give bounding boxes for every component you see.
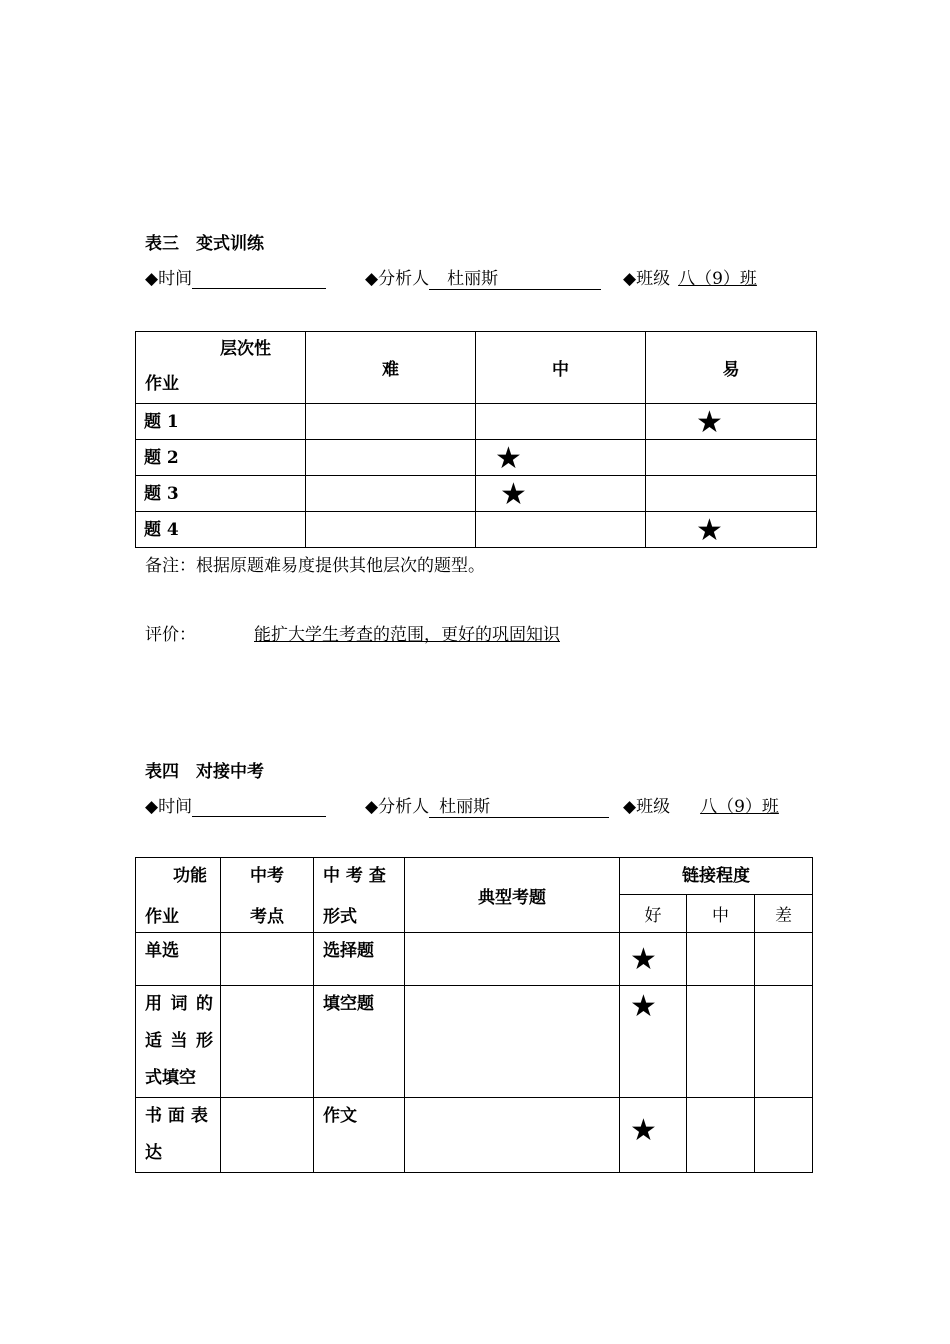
star-icon: ★: [495, 441, 522, 476]
star-icon: ★: [630, 1113, 657, 1148]
star-icon: ★: [696, 513, 723, 548]
time-blank: [192, 269, 326, 289]
time-label: ◆时间: [145, 269, 193, 289]
corner-top-label: 层次性: [220, 339, 271, 359]
func-top-label: 功能: [173, 866, 207, 886]
point-cell: [221, 1098, 314, 1173]
analyst-label: ◆分析人: [365, 797, 430, 817]
analyst-value: 杜丽斯: [429, 264, 601, 290]
func-bottom-label: 作业: [145, 907, 179, 927]
cell-easy: [646, 476, 817, 512]
bad-header: 差: [755, 895, 813, 933]
cell-hard: [306, 512, 476, 548]
corner-cell: [136, 332, 306, 404]
row-label: 题 1: [136, 404, 306, 440]
good-cell: [620, 1098, 687, 1173]
table3-header-row: [136, 332, 817, 404]
cell-hard: [306, 476, 476, 512]
table-row: [136, 933, 813, 986]
corner-bottom-label: 作业: [145, 374, 179, 394]
work-cell: 单选: [136, 933, 221, 986]
link-header: 链接程度: [620, 858, 813, 895]
col-header-hard: 难: [306, 332, 476, 404]
table-row: [136, 440, 817, 476]
work-cell: 书 面 表 达: [136, 1098, 221, 1173]
table3: [135, 331, 817, 548]
table3-meta-line: [145, 264, 326, 289]
col-header-easy: 易: [646, 332, 817, 404]
eval-value: 能扩大学生考查的范围，更好的巩固知识: [254, 625, 560, 645]
analyst-label: ◆分析人: [365, 269, 430, 289]
table3-note: 备注：根据原题难易度提供其他层次的题型。: [145, 556, 485, 576]
bad-cell: [755, 986, 813, 1098]
cell-medium: [476, 512, 646, 548]
form-cell: 选择题: [314, 933, 405, 986]
cell-hard: [306, 440, 476, 476]
star-icon: ★: [500, 477, 527, 512]
mid-header: 中: [687, 895, 755, 933]
table4-meta-line: [145, 792, 326, 817]
form-cell: 填空题: [314, 986, 405, 1098]
table-row: [136, 1098, 813, 1173]
form-header-cell: [314, 858, 405, 933]
class-label: ◆班级: [623, 269, 671, 289]
cell-easy: [646, 404, 817, 440]
class-value: 八（9）班: [700, 797, 779, 817]
point-cell: [221, 986, 314, 1098]
table3-class: [623, 264, 757, 289]
eval-label: 评价：: [145, 625, 196, 645]
point-top-label: 中考: [250, 866, 284, 886]
mid-cell: [687, 986, 755, 1098]
table-row: [136, 404, 817, 440]
bad-cell: [755, 1098, 813, 1173]
cell-medium: [476, 476, 646, 512]
work-cell: 用 词 的 适 当 形 式填空: [136, 986, 221, 1098]
point-bottom-label: 考点: [250, 907, 284, 927]
table4-title: 表四 对接中考: [145, 762, 264, 782]
good-header: 好: [620, 895, 687, 933]
table3-analyst: [365, 264, 601, 290]
table4: [135, 857, 813, 1173]
star-icon: ★: [630, 989, 657, 1024]
table3-title: 表三 变式训练: [145, 234, 264, 254]
class-label: ◆班级: [623, 797, 671, 817]
cell-medium: [476, 440, 646, 476]
mid-cell: [687, 1098, 755, 1173]
good-cell: [620, 933, 687, 986]
typical-cell: [405, 986, 620, 1098]
typical-cell: [405, 1098, 620, 1173]
typical-header: 典型考题: [405, 858, 620, 933]
analyst-value: 杜丽斯: [429, 792, 609, 818]
row-label: 题 2: [136, 440, 306, 476]
form-bottom-label: 形式: [323, 907, 357, 927]
point-cell: [221, 933, 314, 986]
cell-medium: [476, 404, 646, 440]
time-label: ◆时间: [145, 797, 193, 817]
table-row: [136, 986, 813, 1098]
cell-easy: [646, 440, 817, 476]
table-row: [136, 476, 817, 512]
table3-evaluation: [145, 620, 560, 645]
star-icon: ★: [696, 405, 723, 440]
table-row: [136, 512, 817, 548]
good-cell: [620, 986, 687, 1098]
form-top-label: 中 考 查: [323, 866, 386, 886]
cell-hard: [306, 404, 476, 440]
row-label: 题 3: [136, 476, 306, 512]
cell-easy: [646, 512, 817, 548]
row-label: 题 4: [136, 512, 306, 548]
table4-header-row-1: [136, 858, 813, 895]
table4-class: [623, 792, 779, 817]
table4-analyst: [365, 792, 609, 818]
point-header-cell: [221, 858, 314, 933]
time-blank: [192, 797, 326, 817]
bad-cell: [755, 933, 813, 986]
typical-cell: [405, 933, 620, 986]
form-cell: 作文: [314, 1098, 405, 1173]
mid-cell: [687, 933, 755, 986]
col-header-medium: 中: [476, 332, 646, 404]
star-icon: ★: [630, 942, 657, 977]
class-value: 八（9）班: [678, 269, 757, 289]
func-header-cell: [136, 858, 221, 933]
